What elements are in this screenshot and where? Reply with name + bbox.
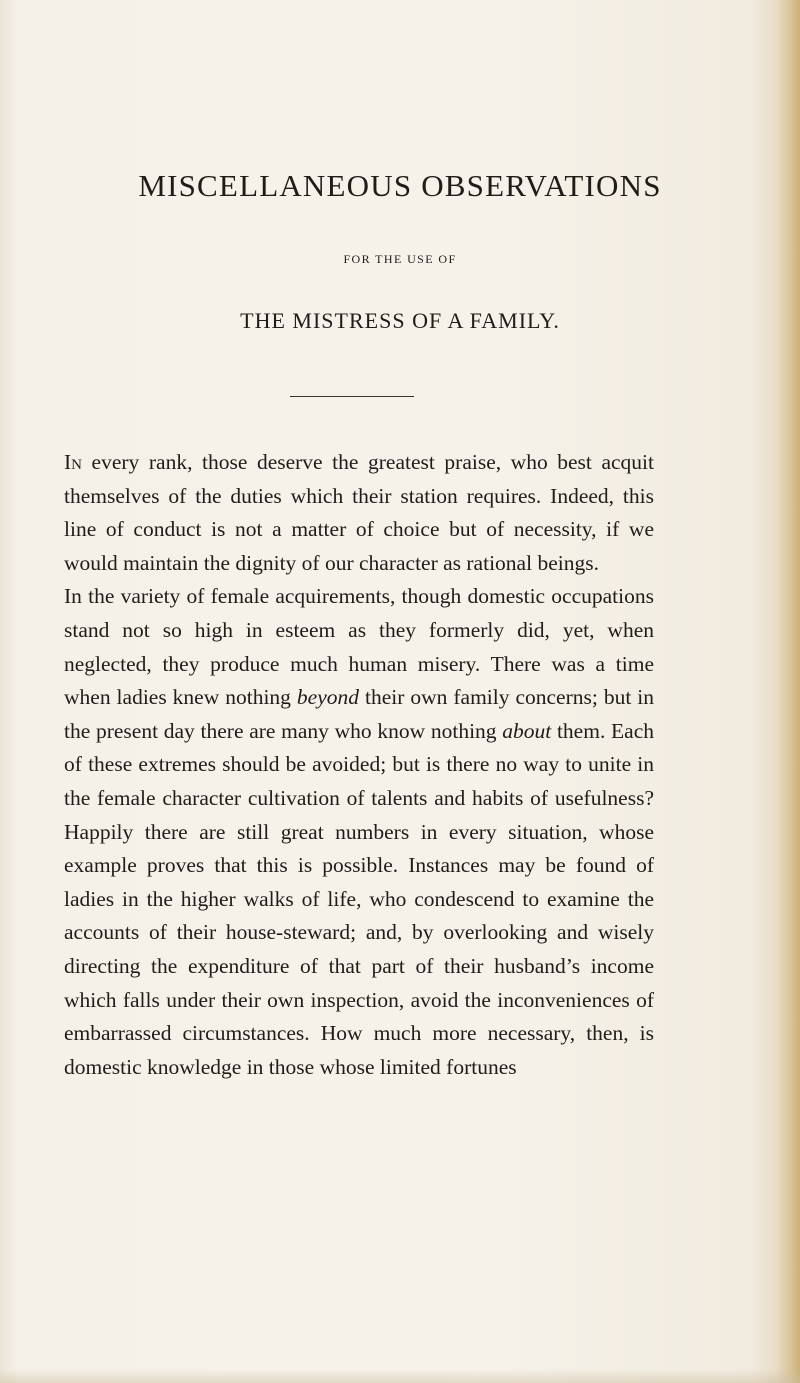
- body-text: [64, 446, 654, 1084]
- paragraph-2-text-a: In the variety of female acquirements, though domestic occupations stand not so high in esteem as they formerly did, yet, when neglected, they produce much human misery. There was a time when ladies knew nothing: [64, 584, 654, 710]
- page-bottom-edge: [0, 1369, 800, 1383]
- page-edge-shadow: [778, 0, 800, 1383]
- paragraph-1-text: every rank, those deserve the greatest praise, who best acquit themselves of the duties which their station requires. Indeed, this line of conduct is not a matter of choice but of necessity, if we would maintain the dignity of our character as rational beings.: [64, 450, 654, 575]
- paragraph-2: [64, 580, 654, 1084]
- paragraph-1: [64, 446, 654, 580]
- paragraph-2-text-c: them. Each of these extremes should be avoided; but is there no way to unite in the female character cultivation of talents and habits of usefulness? Happily there are still great numbers in every situation, whose example proves that this is possible. Instances may be found of ladies in the higher walks of life, who condescend to examine the accounts of their house-steward; and, by overlooking and wisely directing the expenditure of that part of their husband’s income which falls under their own inspection, avoid the inconveniences of embarrassed circumstances. How much more necessary, then, is domestic knowledge in those whose limited fortunes: [64, 718, 655, 1079]
- emphasis-about: about: [502, 718, 552, 743]
- paragraph-2-text-b: their own family concerns; but in the present day there are many who know nothing: [64, 685, 654, 743]
- page-subtitle-main: THE MISTRESS OF A FAMILY.: [240, 308, 560, 333]
- page-title: MISCELLANEOUS OBSERVATIONS: [138, 168, 662, 203]
- page-subtitle: FOR THE USE OF: [343, 252, 457, 266]
- opening-word: In: [64, 450, 82, 474]
- emphasis-beyond: beyond: [296, 685, 359, 710]
- section-divider: [290, 396, 414, 397]
